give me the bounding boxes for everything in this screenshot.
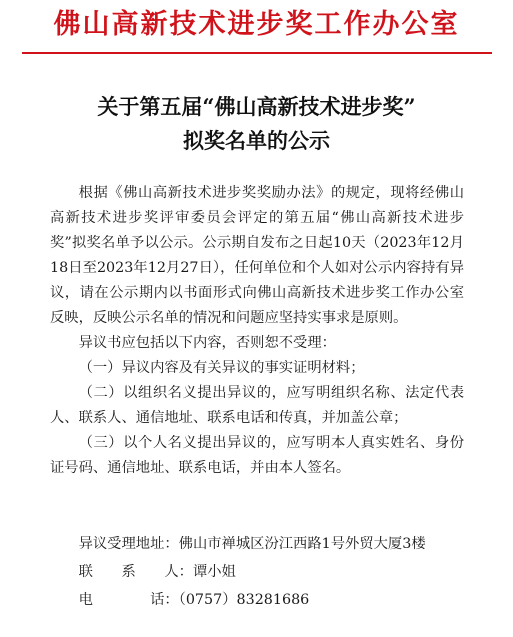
contact-phone: 电 话：（0757）83281686: [78, 592, 310, 608]
title-line-1: 关于第五届“佛山高新技术进步奖”: [97, 94, 416, 119]
document-title: [0, 90, 513, 158]
paragraph-intro: 根据《佛山高新技术进步奖奖励办法》的规定，现将经佛山高新技术进步奖评审委员会评定的第五届“佛山高新技术进步奖”拟奖名单予以公示。公示期自发布之日起10天（2023年12月18日至2023年12月27日），任何单位和个人如对公示内容持有异议，请在公示期内以书面形式向佛山高新技术进步奖工作办公室反映，反映公示名单的情况和问题应坚持实事求是原则。: [50, 185, 464, 326]
contact-person: 联 系 人：谭小姐: [78, 564, 236, 580]
document-body: [50, 181, 464, 481]
paragraph-item-1: （一）异议内容及有关异议的事实证明材料；: [78, 360, 365, 376]
paragraph-item-2: （二）以组织名义提出异议的，应写明组织名称、法定代表人、联系人、通信地址、联系电话和传真，并加盖公章；: [50, 385, 464, 426]
contact-block: [50, 530, 490, 614]
title-line-2: 拟奖名单的公示: [183, 128, 330, 153]
org-header: 佛山高新技术进步奖工作办公室: [53, 9, 460, 40]
paragraph-item-3: （三）以个人名义提出异议的，应写明本人真实姓名、身份证号码、通信地址、联系电话，并由本人签名。: [50, 435, 464, 476]
header-red-rule: [22, 52, 492, 54]
paragraph-objection-contents: 异议书应包括以下内容，否则恕不受理：: [78, 335, 336, 351]
contact-address: 异议受理地址：佛山市禅城区汾江西路1号外贸大厦3楼: [78, 536, 426, 552]
